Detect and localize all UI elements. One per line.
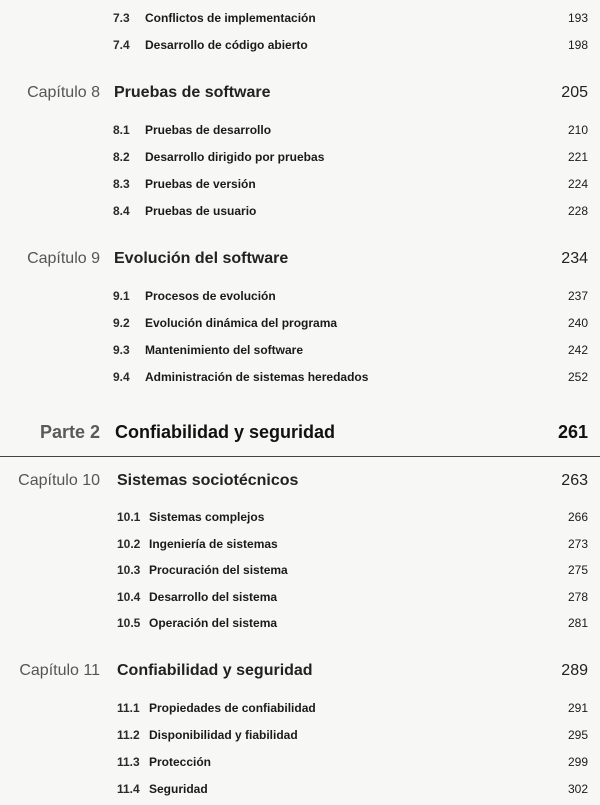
section-title: Desarrollo del sistema xyxy=(149,590,278,604)
section-title: Propiedades de confiabilidad xyxy=(149,701,316,715)
section-title: Sistemas complejos xyxy=(149,510,265,524)
section-number: 7.4 xyxy=(113,38,130,52)
section-number: 11.2 xyxy=(117,728,140,742)
section-number: 9.2 xyxy=(113,316,130,330)
page-number: 275 xyxy=(567,563,588,577)
section-title: Procesos de evolución xyxy=(145,289,276,303)
page-number: 291 xyxy=(567,701,588,715)
part-divider-rule xyxy=(0,456,600,457)
page-number: 228 xyxy=(567,204,588,218)
chapter-title: Sistemas sociotécnicos xyxy=(117,472,299,489)
section-title: Protección xyxy=(149,755,212,769)
section-number: 10.5 xyxy=(117,616,141,630)
section-title: Evolución dinámica del programa xyxy=(145,316,338,330)
page-number: 281 xyxy=(567,616,588,630)
page-number: 210 xyxy=(567,123,588,137)
page-number: 224 xyxy=(567,177,588,191)
section-number: 10.4 xyxy=(117,590,141,604)
section-title: Operación del sistema xyxy=(149,616,278,630)
section-title: Pruebas de usuario xyxy=(145,204,257,218)
section-title: Administración de sistemas heredados xyxy=(145,370,369,384)
section-title: Conflictos de implementación xyxy=(145,11,316,25)
page-number: 205 xyxy=(561,84,588,101)
section-number: 11.3 xyxy=(117,755,140,769)
page-number: 237 xyxy=(567,289,588,303)
page-number: 263 xyxy=(561,472,588,489)
section-number: 8.1 xyxy=(113,123,130,137)
page-number: 302 xyxy=(567,782,588,796)
section-number: 9.4 xyxy=(113,370,130,384)
section-number: 10.3 xyxy=(117,563,141,577)
page-number: 242 xyxy=(567,343,588,357)
chapter-label: Capítulo 10 xyxy=(18,472,100,489)
page-number: 289 xyxy=(561,662,588,679)
page-number: 234 xyxy=(561,250,588,267)
section-number: 11.1 xyxy=(117,701,140,715)
page-number: 252 xyxy=(567,370,588,384)
chapter-title: Confiabilidad y seguridad xyxy=(117,662,313,679)
section-title: Disponibilidad y fiabilidad xyxy=(149,728,298,742)
section-number: 8.3 xyxy=(113,177,130,191)
page-number: 261 xyxy=(557,422,588,442)
section-number: 9.3 xyxy=(113,343,130,357)
section-title: Seguridad xyxy=(149,782,208,796)
chapter-label: Capítulo 9 xyxy=(27,250,100,267)
section-number: 10.1 xyxy=(117,510,141,524)
page-number: 221 xyxy=(567,150,588,164)
page-number: 240 xyxy=(567,316,588,330)
section-title: Procuración del sistema xyxy=(149,563,288,577)
section-number: 11.4 xyxy=(117,782,140,796)
page-number: 266 xyxy=(567,510,588,524)
section-number: 10.2 xyxy=(117,537,141,551)
page-number: 198 xyxy=(567,38,588,52)
section-title: Pruebas de desarrollo xyxy=(145,123,272,137)
section-number: 8.2 xyxy=(113,150,130,164)
section-title: Desarrollo de código abierto xyxy=(145,38,308,52)
section-title: Pruebas de versión xyxy=(145,177,256,191)
section-number: 8.4 xyxy=(113,204,130,218)
section-number: 7.3 xyxy=(113,11,130,25)
section-number: 9.1 xyxy=(113,289,130,303)
page-number: 278 xyxy=(567,590,588,604)
page-number: 273 xyxy=(567,537,588,551)
page-number: 193 xyxy=(567,11,588,25)
part-title: Confiabilidad y seguridad xyxy=(115,422,336,442)
chapter-title: Evolución del software xyxy=(114,250,289,267)
page-number: 295 xyxy=(567,728,588,742)
section-title: Desarrollo dirigido por pruebas xyxy=(145,150,325,164)
section-title: Mantenimiento del software xyxy=(145,343,304,357)
section-title: Ingeniería de sistemas xyxy=(149,537,278,551)
chapter-label: Capítulo 11 xyxy=(19,662,100,679)
chapter-title: Pruebas de software xyxy=(114,84,271,101)
page-number: 299 xyxy=(567,755,588,769)
part-label: Parte 2 xyxy=(39,422,100,442)
chapter-label: Capítulo 8 xyxy=(27,84,100,101)
